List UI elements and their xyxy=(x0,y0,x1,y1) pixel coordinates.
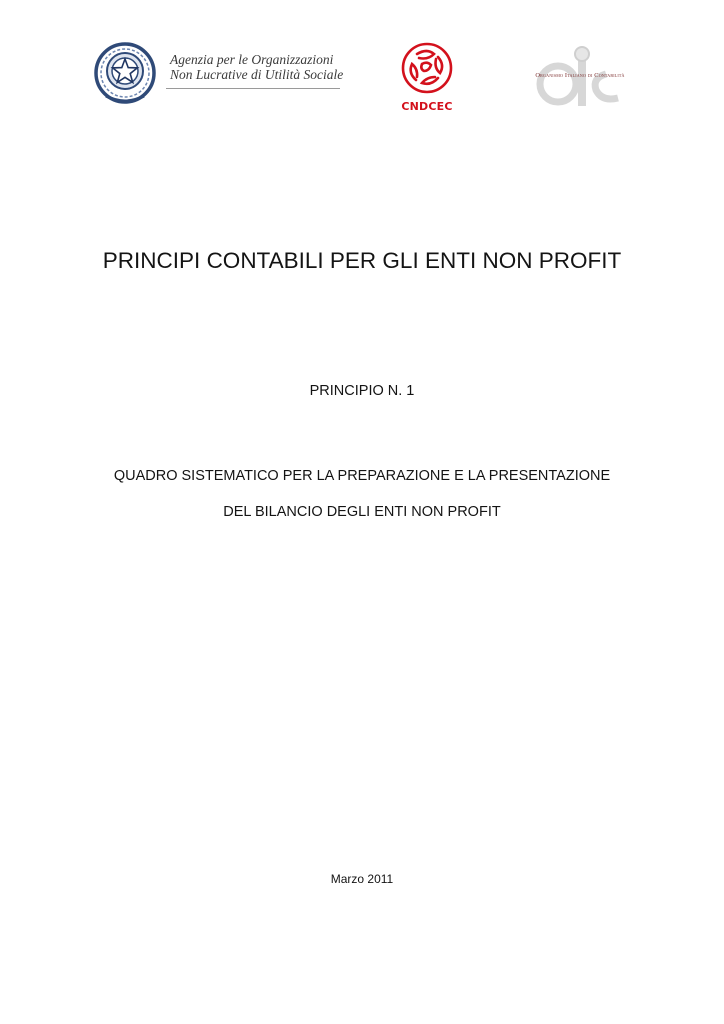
italian-republic-emblem-icon xyxy=(94,40,156,106)
oic-label: Organismo Italiano di Contabilità xyxy=(535,72,625,79)
subtitle-line2: DEL BILANCIO DEGLI ENTI NON PROFIT xyxy=(223,504,501,520)
document-title: PRINCIPI CONTABILI PER GLI ENTI NON PROFIT xyxy=(102,248,622,273)
cndcec-label: CNDCEC xyxy=(401,100,453,113)
cndcec-knot-icon xyxy=(398,40,456,96)
agenzia-name-line2: Non Lucrative di Utilità Sociale xyxy=(170,67,344,82)
document-date: Marzo 2011 xyxy=(330,872,394,886)
agenzia-underline xyxy=(166,88,340,89)
agenzia-name xyxy=(170,52,350,82)
document-subtitle xyxy=(0,458,724,530)
principio-number: PRINCIPIO N. 1 xyxy=(309,383,415,399)
agenzia-logo xyxy=(94,40,344,108)
agenzia-name-line1: Agenzia per le Organizzazioni xyxy=(170,52,334,67)
oic-logo xyxy=(534,44,626,108)
cndcec-logo xyxy=(394,40,460,116)
subtitle-line1: QUADRO SISTEMATICO PER LA PREPARAZIONE E LA PRESENTAZIONE xyxy=(113,468,611,484)
